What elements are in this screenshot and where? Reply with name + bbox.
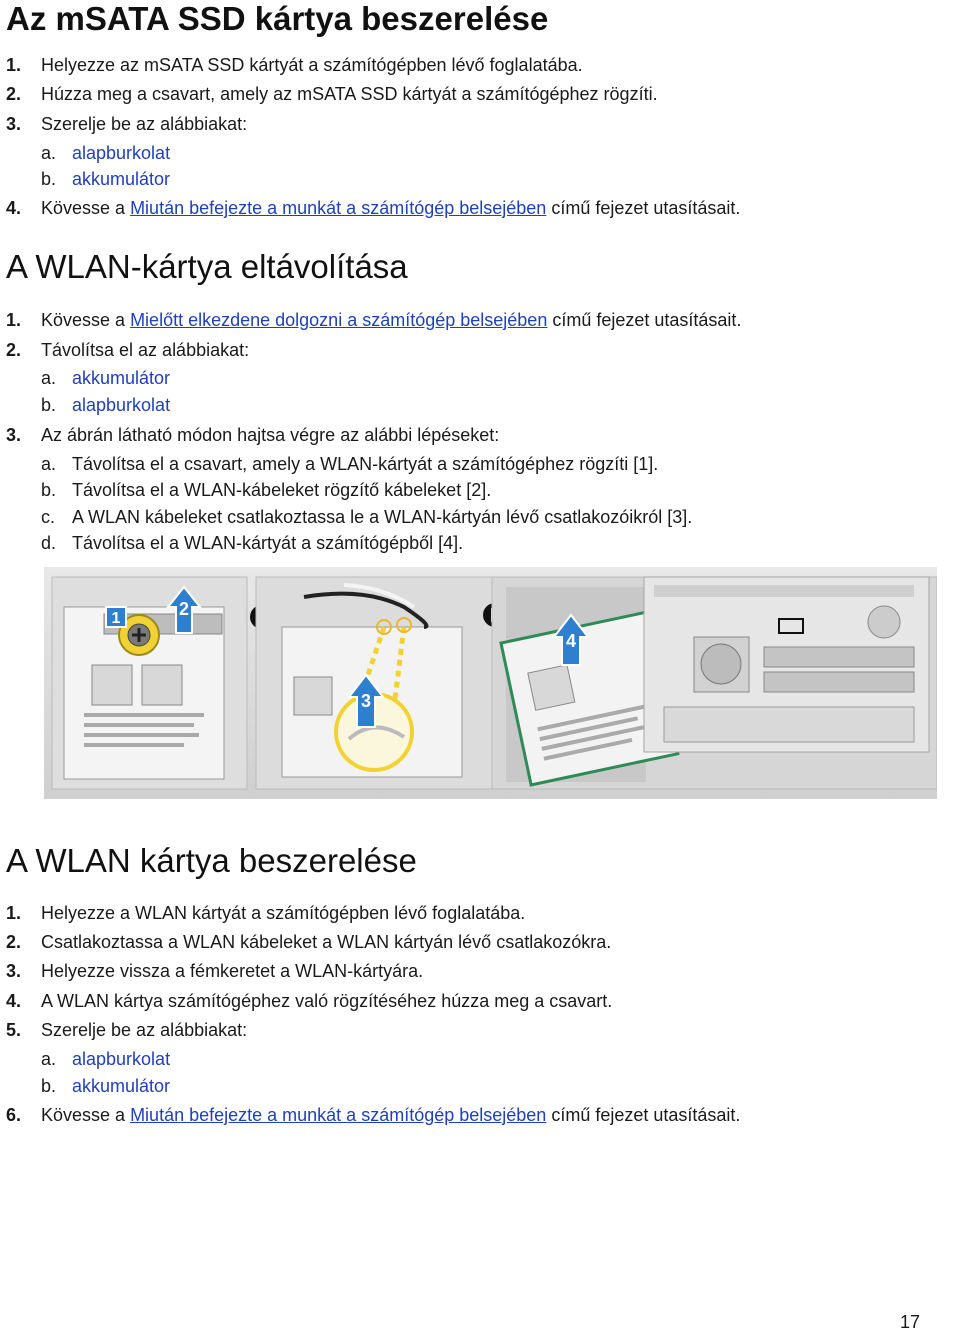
qr-code-icon (294, 677, 332, 715)
link-akkumulator[interactable]: akkumulátor (72, 368, 171, 388)
callout-4-label: 4 (565, 631, 577, 651)
qr-code-icon (142, 665, 182, 705)
wlan-removal-figure (44, 567, 937, 799)
link-alapburkolat[interactable]: alapburkolat (72, 1049, 171, 1069)
page-number: 17 (900, 1312, 921, 1332)
section-title-wlan-remove: A WLAN-kártya eltávolítása (6, 248, 408, 285)
link-after-working-inside[interactable]: Miután befejezte a munkát a számítógép belsejében (130, 1105, 547, 1125)
callout-1-label: 1 (111, 610, 121, 627)
figure-panel-2 (256, 577, 496, 789)
memory-module (764, 672, 914, 692)
figure-panel-1 (52, 577, 247, 789)
qr-code-icon (92, 665, 132, 705)
memory-module (764, 647, 914, 667)
link-after-working-inside[interactable]: Miután befejezte a munkát a számítógép belsejében (130, 198, 547, 218)
section-title-wlan-install: A WLAN kártya beszerelése (6, 842, 417, 879)
callout-2-label: 2 (178, 599, 190, 619)
link-alapburkolat[interactable]: alapburkolat (72, 395, 171, 415)
callout-3-label: 3 (360, 691, 372, 711)
qr-code-icon (528, 665, 575, 710)
link-before-working-inside[interactable]: Mielőtt elkezdene dolgozni a számítógép belsejében (130, 310, 548, 330)
link-alapburkolat[interactable]: alapburkolat (72, 143, 171, 163)
link-akkumulator[interactable]: akkumulátor (72, 169, 171, 189)
link-akkumulator[interactable]: akkumulátor (72, 1076, 171, 1096)
figure-panel-3 (492, 577, 937, 789)
section-title-msata-install: Az mSATA SSD kártya beszerelése (6, 0, 549, 37)
